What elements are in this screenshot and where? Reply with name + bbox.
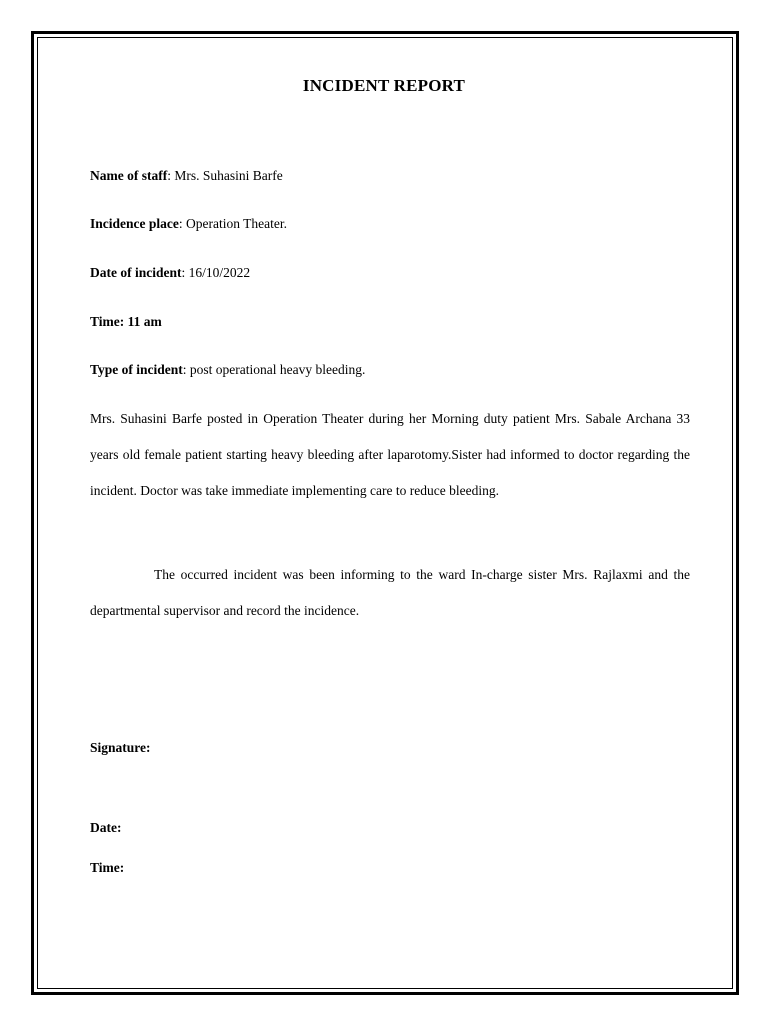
- field-incident-time: [90, 314, 162, 330]
- field-incidence-place-label: Incidence place: [90, 216, 179, 231]
- field-incident-time-label: Time: 11 am: [90, 314, 162, 329]
- field-incident-type-value: : post operational heavy bleeding.: [182, 362, 366, 377]
- field-incident-type-label: Type of incident: [90, 362, 183, 377]
- field-incidence-place-value: : Operation Theater.: [178, 216, 287, 231]
- field-staff-name: [90, 168, 283, 184]
- field-staff-name-label: Name of staff: [90, 168, 168, 183]
- incident-description-paragraph: Mrs. Suhasini Barfe posted in Operation Theater during her Morning duty patient Mrs. Sabale Archana 33 years old female patient starting heavy bleeding after laparotomy.Sister had informed to doctor regarding the incident. Doctor was take immediate implementing care to reduce bleeding.: [90, 411, 690, 498]
- field-staff-name-value: : Mrs. Suhasini Barfe: [167, 168, 283, 183]
- date-label: Date:: [90, 820, 122, 835]
- field-incident-date-value: : 16/10/2022: [181, 265, 251, 280]
- signature-label: Signature:: [90, 740, 151, 755]
- field-incident-date-label: Date of incident: [90, 265, 182, 280]
- incident-reporting-paragraph: The occurred incident was been informing to the ward In-charge sister Mrs. Rajlaxmi and the departmental supervisor and record the incidence.: [90, 567, 690, 618]
- field-incident-type: [90, 362, 365, 378]
- field-incidence-place: [90, 216, 287, 232]
- field-incident-date: [90, 265, 250, 281]
- document-title: INCIDENT REPORT: [302, 76, 466, 95]
- time-label: Time:: [90, 860, 125, 875]
